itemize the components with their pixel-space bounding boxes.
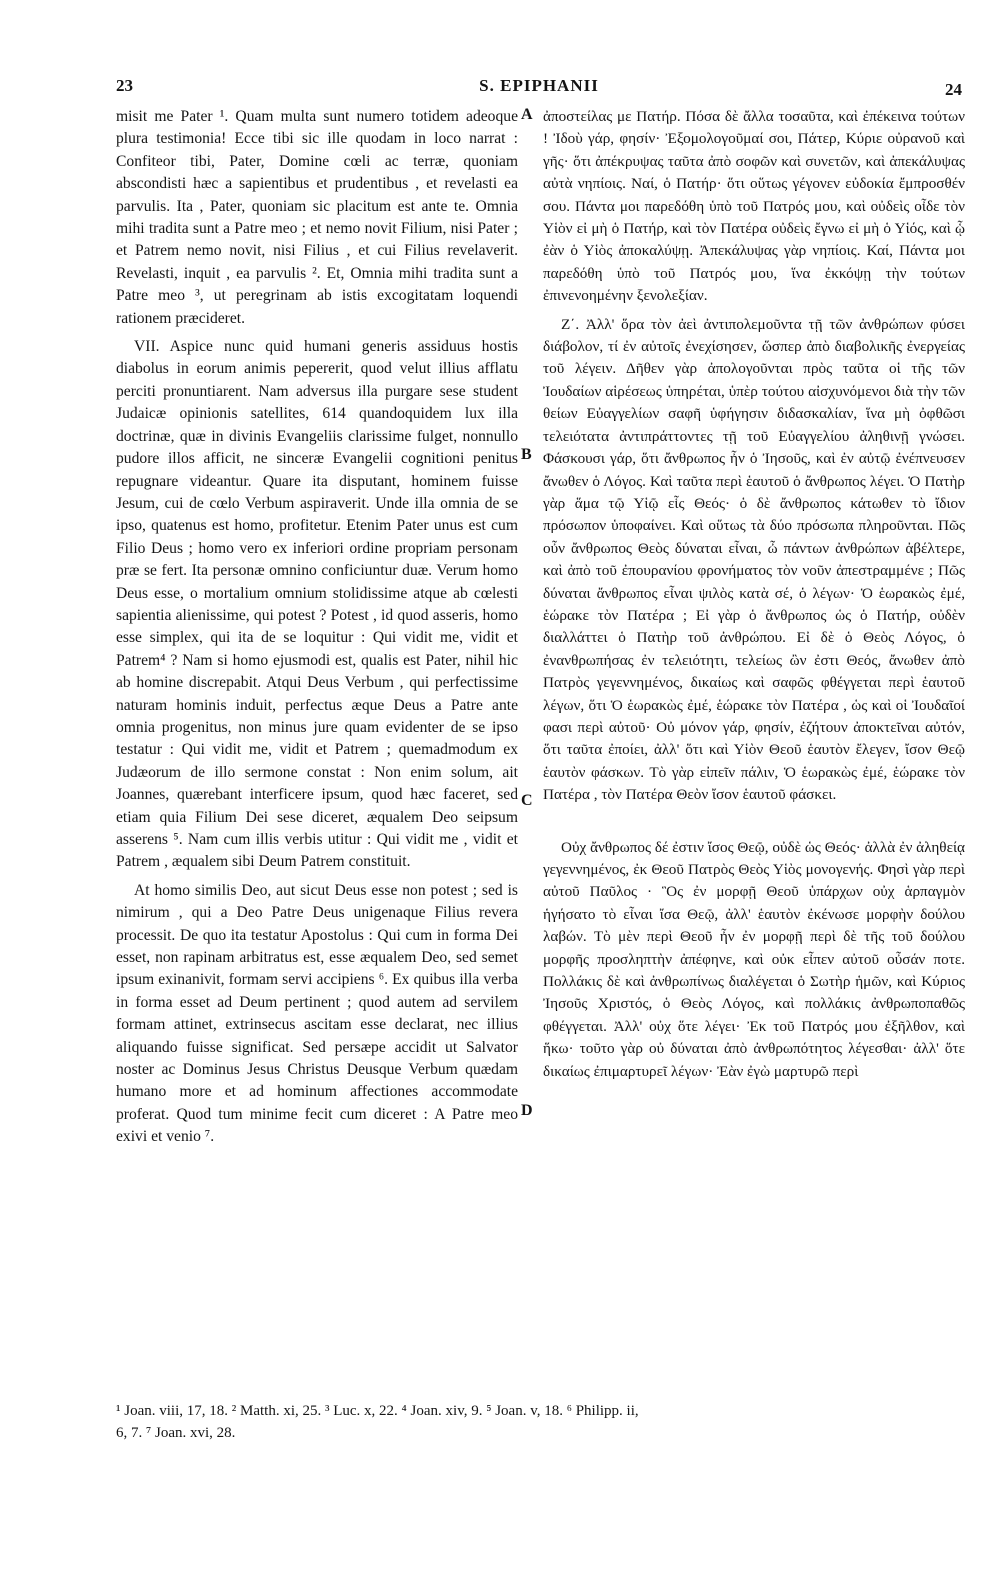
page-header — [116, 70, 962, 100]
footnotes — [116, 1400, 962, 1444]
greek-paragraph: Ζ΄. Ἀλλ' ὅρα τὸν ἀεὶ ἀντιπολεμοῦντα τῇ τῶν ἀνθρώπων φύσει διάβολον, τί ἐν αὐτοῖς ἐνεχίσησεν, ὥσπερ ἀπὸ διαβολικῆς ἐνεργείας τοῦ λέγειν. Δῆθεν γὰρ ἀπολογοῦνται πρὸς ταῦτα οἱ τῆς τῶν Ἰουδαίων αἱρέσεως ὑπηρέται, ὑπὲρ τούτου αἰσχυνόμενοι διὰ τὴν τῶν θείων Εὐαγγελίων σαφῆ ὑφήγησιν διδασκαλίαν, ἵνα μὴ ὀφθῶσι τελειότατα ἀντιπράττοντες τῇ τοῦ Εὐαγγελίου ἀληθινῇ γνώσει. Φάσκουσι γάρ, ὅτι ἄνθρωπος ἦν ὁ Ἰησοῦς, καὶ ἐν αὐτῷ ἐνέπνευσεν ἄνωθεν ὁ Λόγος. Καὶ ταῦτα περὶ ἑαυτοῦ ὁ ἄνθρωπος λέγει. Ὁ Πατὴρ γὰρ ἅμα τῷ Υἱῷ εἷς Θεός· ὁ δὲ ἄνθρωπος κάτωθεν τὸ ἴδιον πρόσωπον ὑποφαίνει. Καὶ οὕτως τὰ δύο πρόσωπα πληροῦνται. Πῶς οὖν ἄνθρωπος Θεὸς δύναται εἶναι, ὦ πάντων ἀνθρώπων ἀβέλτερε, καὶ ἀπὸ τοῦ ἐπουρανίου φρονήματος τὸν νοῦν ἀπεστραμμένε ; Πῶς δύναται ἄνθρωπος εἶναι ψιλὸς κατὰ σέ, ὁ λέγων· Ὁ ἑωρακὼς ἐμέ, ἑώρακε τὸν Πατέρα ; Εἰ γὰρ ὁ ἄνθρωπος ὡς ὁ Πατήρ, οὐδὲν διαλλάττει ὁ Πατὴρ τοῦ ἀνθρώπου. Εἰ δὲ ὁ Θεὸς Λόγος, ὁ ἐνανθρωπήσας ἐν τελειότητι, τελείως ὢν ἐστι Θεός, ἄνωθεν ἀπὸ Πατρὸς γεγεννημένος, δικαίως καὶ σαφῶς φθέγγεται περὶ ἑαυτοῦ λέγων, ὅτι Ὁ ἑωρακὼς ἐμέ, ἑώρακε τὸν Πατέρα , ὡς καὶ οἱ Ἰουδαῖοί φασι περὶ αὐτοῦ· Οὐ μόνον γάρ, φησίν, ἐζήτουν ἀποκτεῖναι αὐτόν, ὅτι ταῦτα ἐποίει, ἀλλ' ὅτι καὶ Υἱὸν Θεοῦ ἑαυτὸν ἔλεγεν, ἴσον Θεῷ ἑαυτὸν φάσκων. Τὸ γὰρ εἰπεῖν πάλιν, Ὁ ἑωρακὼς ἐμέ, ἑώρακε τὸν Πατέρα , τὸν Πατέρα Θεὸν ἴσον ἑαυτοῦ φάσκει. — [543, 315, 965, 804]
running-head: S. EPIPHANII — [479, 76, 599, 95]
greek-column — [543, 106, 965, 1089]
left-page-number: 23 — [116, 76, 133, 95]
section-marker-a: A — [521, 106, 533, 123]
greek-paragraph: Οὐχ ἄνθρωπος δέ ἐστιν ἴσος Θεῷ, οὐδὲ ὡς Θεός· ἀλλὰ ἐν ἀληθείᾳ γεγεννημένος, ἐκ Θεοῦ Πατρὸς Θεὸς Υἱὸς μονογενής. Φησὶ γὰρ περὶ αὐτοῦ Παῦλος · Ὃς ἐν μορφῇ Θεοῦ ὑπάρχων οὐχ ἁρπαγμὸν ἡγήσατο τὸ εἶναι ἴσα Θεῷ, ἀλλ' ἑαυτὸν ἐκένωσε μορφὴν δούλου λαβών. Τὸ μὲν περὶ Θεοῦ ἦν ἐν μορφῇ περὶ δὲ τῆς τοῦ δούλου μορφῆς προσληπτὴν ἀπέφηνε, καὶ οὐκ εἶπεν αὐτοῦ οὖσάν ποτε. Πολλάκις δὲ καὶ ἀνθρωπίνως διαλέγεται ὁ Σωτὴρ ἡμῶν, καὶ Κύριος Ἰησοῦς Χριστός, ὁ Θεὸς Λόγος, καὶ πολλάκις ἀνθρωποπαθῶς φθέγγεται. Ἀλλ' οὐχ ὅτε λέγει· Ἐκ τοῦ Πατρός μου ἐξῆλθον, καὶ ἥκω· τοῦτο γὰρ οὐ δύναται ἀπὸ ἀνθρωπότητος λέγεσθαι· ἀλλ' ὅτε δικαίως ἐπιμαρτυρεῖ λέγων· Ἐὰν ἐγὼ μαρτυρῶ περὶ — [543, 838, 965, 1080]
footnote-line: ¹ Joan. viii, 17, 18. ² Matth. xi, 25. ³ Luc. x, 22. ⁴ Joan. xiv, 9. ⁵ Joan. v, 18. ⁶ Philipp. ii, — [116, 1403, 639, 1419]
latin-paragraph: At homo similis Deo, aut sicut Deus esse non potest ; sed is nimirum , qui a Deo Patre Deus unigenaque Filius revera processit. De quo ita testatur Apostolus : Qui cum in forma Dei esset, non rapinam arbitratus est, esse æqualem Deo, sed semet ipsum exinanivit, formam servi accipiens ⁶. Ex quibus illa verba in forma esset ad Deum pertinent ; quod autem ad servilem formam attinet, extrinsecus ascitam esse declarat, nec illius aliquando fuisse significat. Sed persæpe accidit ut Salvator noster ac Dominus Jesus Christus Deusque Verbum quædam humano more et ad hominum affectiones accommodate proferat. Quod tum minime fecit cum diceret : A Patre meo exivi et venio ⁷. — [116, 881, 518, 1146]
section-marker-c: C — [521, 792, 533, 809]
latin-column — [116, 106, 518, 1155]
greek-paragraph: ἀποστείλας με Πατήρ. Πόσα δὲ ἄλλα τοσαῦτα, καὶ ἐπέκεινα τούτων ! Ἰδοὺ γάρ, φησίν· Ἐξομολογοῦμαί σοι, Πάτερ, Κύριε οὐρανοῦ καὶ γῆς· ὅτι ἀπέκρυψας ταῦτα ἀπὸ σοφῶν καὶ συνετῶν, καὶ ἀπεκάλυψας αὐτὰ νηπίοις. Ναί, ὁ Πατήρ· ὅτι οὕτως γέγονεν εὐδοκία ἔμπροσθέν σου. Πάντα μοι παρεδόθη ὑπὸ τοῦ Πατρός μου, καὶ οὐδεὶς οἶδε τὸν Υἱὸν εἰ μὴ ὁ Πατήρ, καὶ τὸν Πατέρα οὐδεὶς ἔγνω εἰ μὴ ὁ Υἱός, καὶ ᾧ ἐὰν ὁ Υἱὸς ἀποκαλύψῃ. Ἀπεκάλυψας γὰρ νηπίοις. Καί, Πάντα μοι παρεδόθη ὑπὸ τοῦ Πατρός μου, ἵνα ἐκκόψῃ τὴν τούτων ἐπινενοημένην ξενολεξίαν. — [543, 108, 965, 305]
footnote-line: 6, 7. ⁷ Joan. xvi, 28. — [116, 1425, 236, 1441]
latin-paragraph: VII. Aspice nunc quid humani generis assiduus hostis diabolus in eorum animis pepererit, quod velut illius afflatu perciti pronuntiarent. Nam adversus illa purgare sese student Judaicæ opinionis satellites, 614 quandoquidem lux illa doctrinæ, quæ in divinis Evangeliis clarissime fulget, nonnullo pudore illos afficit, ne sinceræ Evangelii cognitioni penitus repugnare videantur. Quare ita disputant, hominem fuisse Jesum, cui de cœlo Verbum aspiraverit. Unde illa omnia de se ipso, quatenus est homo, profitetur. Etenim Pater unus est cum Filio Deus ; homo vero ex inferiori ordine propriam personam præ se fert. Ita personæ omnino conficiuntur duæ. Verum homo Deus esse, o mortalium omnium stolidissime atque ab cœlesti sapientia alienissime, qui potest ? Potest , id quod asseris, homo esse simplex, qui ita de se loquitur : Qui vidit me, vidit et Patrem⁴ ? Nam si homo ejusmodi est, qualis est Pater, nihil hic ab homine discrepabit. Atqui Deus Verbum , qui perfectissime naturam hominis induit, perfectus æque Deus a Patre ante omnia progenitus, non minus jure quam evidenter de se ipso testatur : Qui vidit me, vidit et Patrem ; quemadmodum ex Judæorum de illo sermone constat : Non enim solum, ait Joannes, quærebant interficere ipsum, quod hæc faceret, sed etiam quia Filium Dei sese diceret, æqualem Deo seipsum asserens ⁵. Nam cum illis verbis utitur : Qui vidit me , vidit et Patrem , æqualem sibi Deum Patrem constituit. — [116, 338, 518, 871]
latin-paragraph: misit me Pater ¹. Quam multa sunt numero totidem adeoque plura testimonia! Ecce tibi sic ille quodam in loco narrat : Confiteor tibi, Pater, Domine cœli ac terræ, quoniam abscondisti hæc a sapientibus et prudentibus , et revelasti ea parvulis. Ita , Pater, quoniam sic placitum est ante te. Omnia mihi tradita sunt a Patre meo ; et nemo novit Filium, nisi Pater ; et Patrem nemo novit, nisi Filius , et cui Filius revelaverit. Revelasti, inquit , ea parvulis ². Et, Omnia mihi tradita sunt a Patre meo ³, ut peregrinam ab istis excogitatam loquendi rationem præcideret. — [116, 108, 518, 327]
section-marker-b: B — [521, 446, 532, 463]
section-marker-d: D — [521, 1102, 533, 1119]
right-page-number: 24 — [945, 80, 962, 99]
